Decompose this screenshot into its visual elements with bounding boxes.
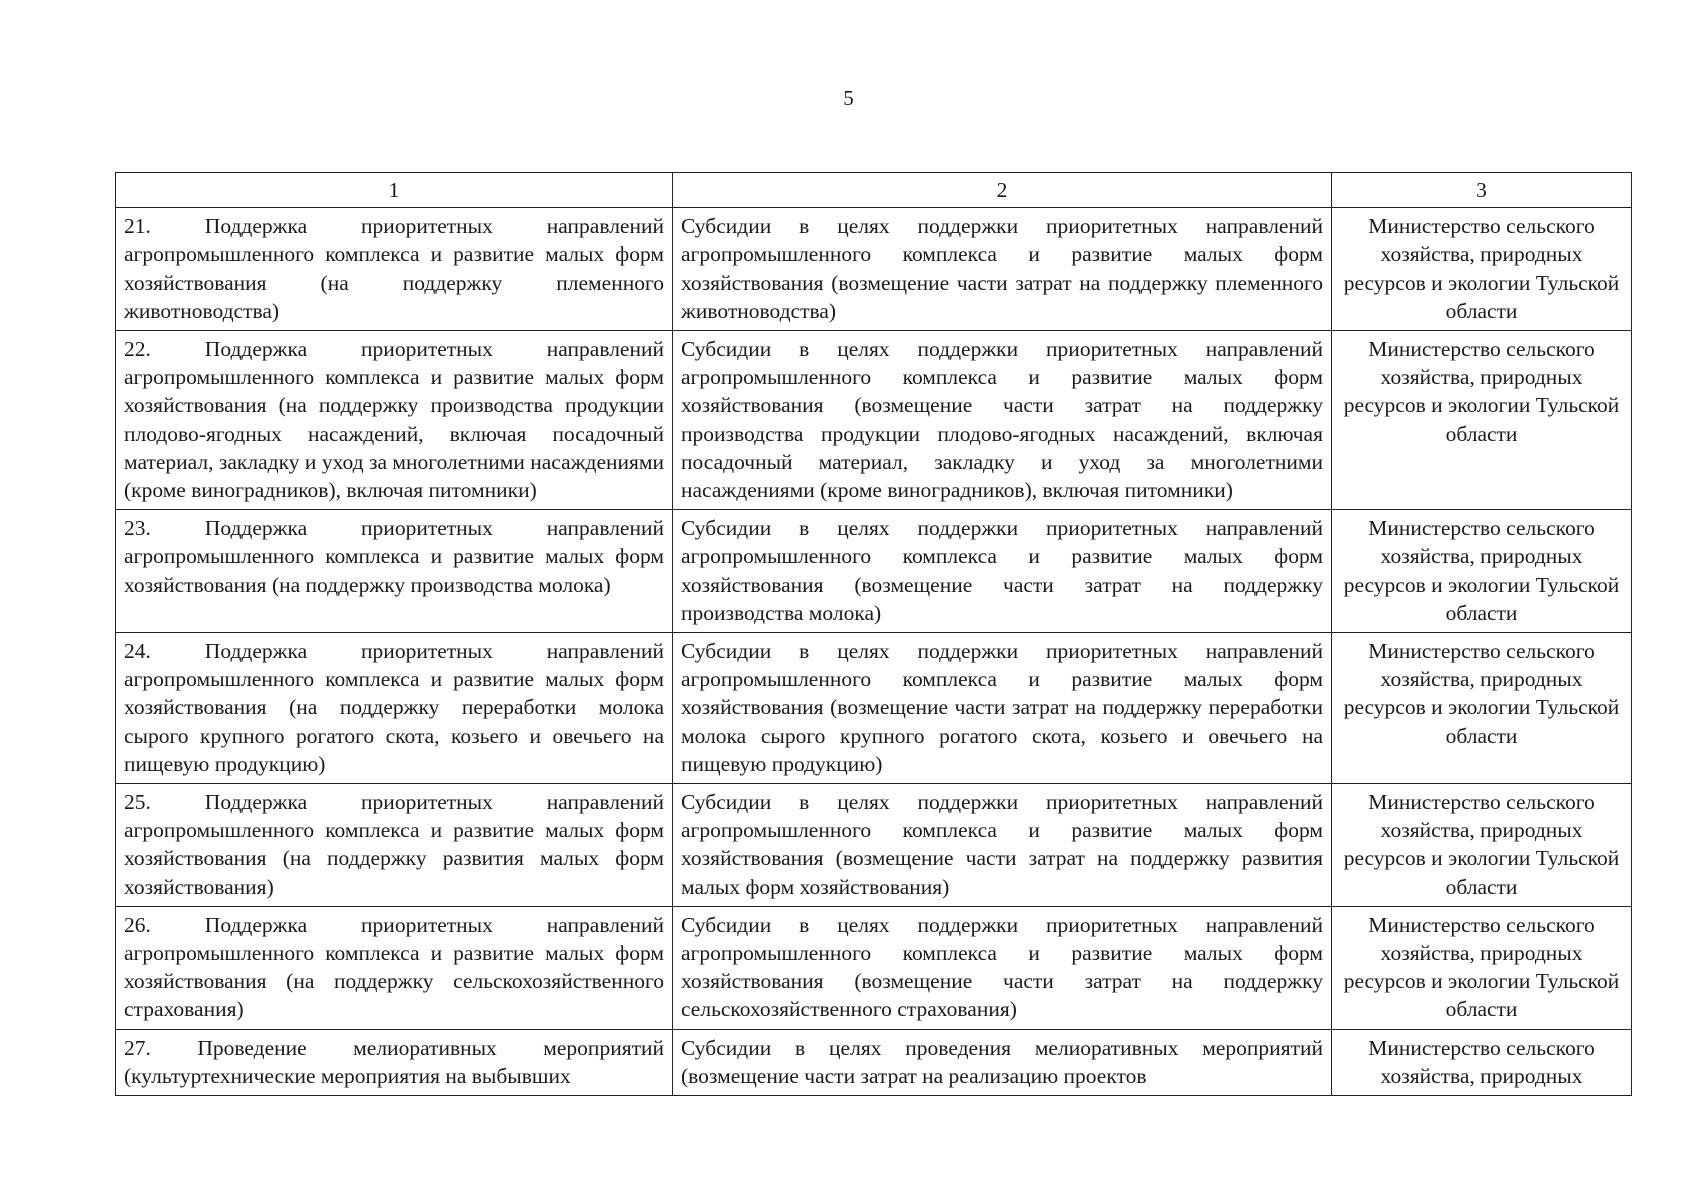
- subsidy-description-cell: Субсидии в целях поддержки приоритетных направлений агропромышленного комплекса и развитие малых форм хозяйствования (возмещение части затрат на поддержку племенного животноводства): [673, 208, 1332, 331]
- responsible-organization-cell: Министерство сельского хозяйства, природных ресурсов и экологии Тульской области: [1332, 784, 1632, 907]
- responsible-organization-cell: Министерство сельского хозяйства, природных ресурсов и экологии Тульской области: [1332, 208, 1632, 331]
- responsible-organization-cell: Министерство сельского хозяйства, природных ресурсов и экологии Тульской области: [1332, 331, 1632, 510]
- measure-name-cell: 25. Поддержка приоритетных направлений агропромышленного комплекса и развитие малых форм хозяйствования (на поддержку развития малых форм хозяйствования): [116, 784, 673, 907]
- table-row: [116, 633, 1632, 784]
- table-row: [116, 510, 1632, 633]
- table-row: [116, 1029, 1632, 1095]
- measure-name-cell: 23. Поддержка приоритетных направлений агропромышленного комплекса и развитие малых форм хозяйствования (на поддержку производства молока): [116, 510, 673, 633]
- table-row: [116, 208, 1632, 331]
- responsible-organization-text: Министерство сельского хозяйства, природных: [1368, 1035, 1595, 1088]
- table-header-row: [116, 173, 1632, 208]
- table-row: [116, 784, 1632, 907]
- responsible-organization-cell: Министерство сельского хозяйства, природных ресурсов и экологии Тульской области: [1332, 906, 1632, 1029]
- page-number: 5: [843, 86, 854, 110]
- subsidy-description-cell: [673, 1029, 1332, 1095]
- table-row: [116, 906, 1632, 1029]
- column-header-3: 3: [1332, 173, 1632, 208]
- measure-name-text: 27. Проведение мелиоративных мероприятий (культуртехнические мероприятия на выбывших: [124, 1035, 664, 1088]
- responsible-organization-cell: [1332, 1029, 1632, 1095]
- subsidy-description-cell: Субсидии в целях поддержки приоритетных направлений агропромышленного комплекса и развитие малых форм хозяйствования (возмещение части затрат на поддержку производства продукции плодово-ягодных насаждений, включая посадочный материал, закладку и уход за многолетними насаждениями (кроме виноградников), включая питомники): [673, 331, 1332, 510]
- responsible-organization-cell: Министерство сельского хозяйства, природных ресурсов и экологии Тульской области: [1332, 633, 1632, 784]
- subsidy-description-cell: Субсидии в целях поддержки приоритетных направлений агропромышленного комплекса и развитие малых форм хозяйствования (возмещение части затрат на поддержку развития малых форм хозяйствования): [673, 784, 1332, 907]
- measure-name-cell: 26. Поддержка приоритетных направлений агропромышленного комплекса и развитие малых форм хозяйствования (на поддержку сельскохозяйственного страхования): [116, 906, 673, 1029]
- subsidy-description-cell: Субсидии в целях поддержки приоритетных направлений агропромышленного комплекса и развитие малых форм хозяйствования (возмещение части затрат на поддержку производства молока): [673, 510, 1332, 633]
- measure-name-cell: 22. Поддержка приоритетных направлений агропромышленного комплекса и развитие малых форм хозяйствования (на поддержку производства продукции плодово-ягодных насаждений, включая посадочный материал, закладку и уход за многолетними насаждениями (кроме виноградников), включая питомники): [116, 331, 673, 510]
- table-row: [116, 331, 1632, 510]
- subsidy-description-cell: Субсидии в целях поддержки приоритетных направлений агропромышленного комплекса и развитие малых форм хозяйствования (возмещение части затрат на поддержку сельскохозяйственного страхования): [673, 906, 1332, 1029]
- column-header-1: 1: [116, 173, 673, 208]
- responsible-organization-cell: Министерство сельского хозяйства, природных ресурсов и экологии Тульской области: [1332, 510, 1632, 633]
- document-table: [115, 172, 1632, 1096]
- measure-name-cell: 24. Поддержка приоритетных направлений агропромышленного комплекса и развитие малых форм хозяйствования (на поддержку переработки молока сырого крупного рогатого скота, козьего и овечьего на пищевую продукцию): [116, 633, 673, 784]
- measure-name-cell: [116, 1029, 673, 1095]
- subsidy-description-cell: Субсидии в целях поддержки приоритетных направлений агропромышленного комплекса и развитие малых форм хозяйствования (возмещение части затрат на поддержку переработки молока сырого крупного рогатого скота, козьего и овечьего на пищевую продукцию): [673, 633, 1332, 784]
- measure-name-cell: 21. Поддержка приоритетных направлений агропромышленного комплекса и развитие малых форм хозяйствования (на поддержку племенного животноводства): [116, 208, 673, 331]
- subsidy-description-text: Субсидии в целях проведения мелиоративных мероприятий (возмещение части затрат на реализацию проектов: [681, 1035, 1323, 1088]
- column-header-2: 2: [673, 173, 1332, 208]
